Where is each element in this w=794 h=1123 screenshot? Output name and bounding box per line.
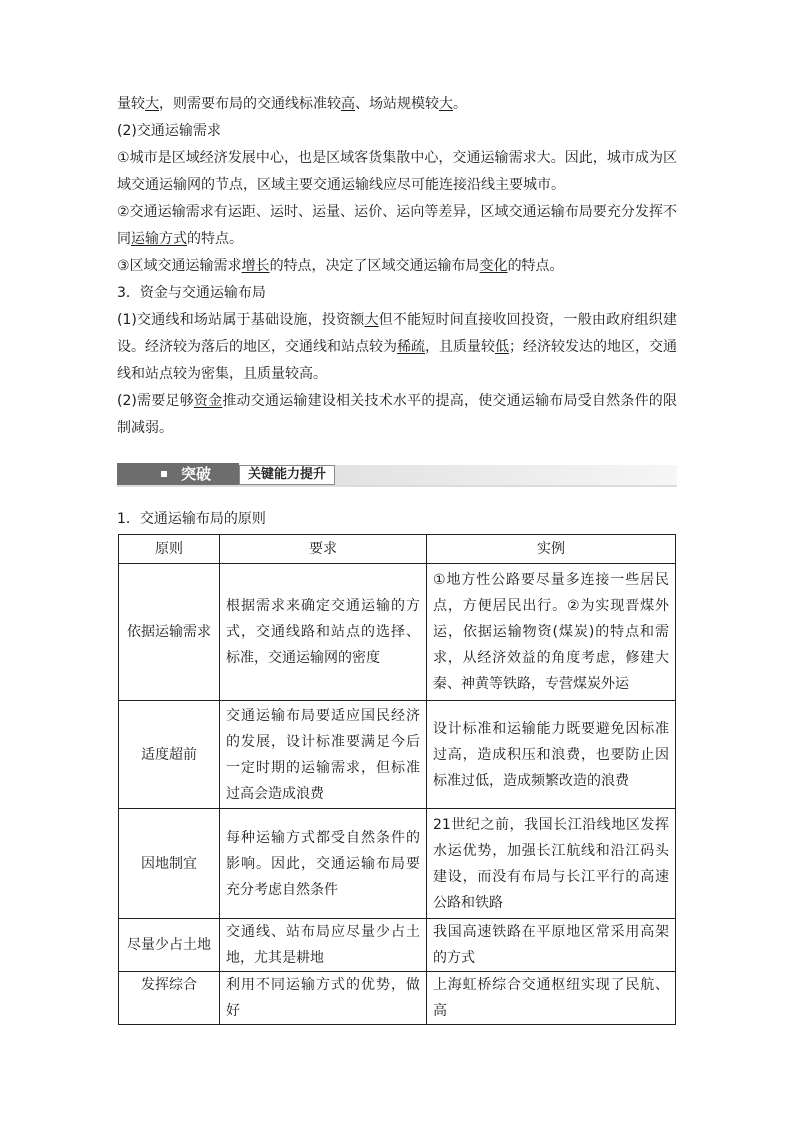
- requirement-cell: 交通线、站布局应尽量少占土地，尤其是耕地: [220, 919, 427, 972]
- paragraph: 量较大，则需要布局的交通线标准较高、场站规模较大。: [117, 96, 467, 112]
- section-heading: 1．交通运输布局的原则: [117, 511, 266, 527]
- table-row: [119, 564, 676, 701]
- banner-title: 突破: [181, 465, 212, 483]
- paragraph: ②交通运输需求有运距、运时、运量、运价、运向等差异，区域交通运输布局要充分发挥不同运输方式的特点。: [117, 204, 677, 247]
- table-row: [119, 972, 676, 1025]
- section-banner: [117, 461, 677, 487]
- paragraph: ①城市是区域经济发展中心，也是区域客货集散中心，交通运输需求大。因此，城市成为区域交通运输网的节点，区域主要交通运输线应尽可能连接沿线主要城市。: [117, 150, 677, 193]
- column-header: 要求: [220, 535, 427, 564]
- principle-cell: 尽量少占土地: [119, 919, 220, 972]
- example-cell: 设计标准和运输能力既要避免因标准过高，造成积压和浪费，也要防止因标准过低，造成频繁改造的浪费: [427, 701, 676, 809]
- example-cell: 我国高速铁路在平原地区常采用高架的方式: [427, 919, 676, 972]
- example-cell: ①地方性公路要尽量多连接一些居民点，方便居民出行。②为实现晋煤外运，依据运输物资(煤炭)的特点和需求，从经济效益的角度考虑，修建大秦、神黄等铁路，专营煤炭外运: [427, 564, 676, 701]
- principle-cell: 适度超前: [119, 701, 220, 809]
- table-header-row: [119, 535, 676, 564]
- banner-label-block: [117, 463, 239, 485]
- principle-cell: 发挥综合: [119, 972, 220, 1025]
- principle-cell: 因地制宜: [119, 809, 220, 919]
- table-row: [119, 919, 676, 972]
- paragraph: ③区域交通运输需求增长的特点，决定了区域交通运输布局变化的特点。: [117, 258, 564, 274]
- requirement-cell: 每种运输方式都受自然条件的影响。因此，交通运输布局要充分考虑自然条件: [220, 809, 427, 919]
- example-cell: 上海虹桥综合交通枢纽实现了民航、高: [427, 972, 676, 1025]
- square-bullet-icon: [161, 471, 167, 477]
- banner-subtitle: 关键能力提升: [239, 465, 335, 485]
- column-header: 实例: [427, 535, 676, 564]
- subheading: 3．资金与交通运输布局: [117, 285, 266, 301]
- principle-cell: 依据运输需求: [119, 564, 220, 701]
- example-cell: 21世纪之前，我国长江沿线地区发挥水运优势，加强长江航线和沿江码头建设，而没有布局与长江平行的高速公路和铁路: [427, 809, 676, 919]
- divider: [117, 485, 677, 487]
- table-row: [119, 701, 676, 809]
- principles-table: [118, 534, 676, 1025]
- paragraph: (1)交通线和场站属于基础设施，投资额大但不能短时间直接收回投资，一般由政府组织建设。经济较为落后的地区，交通线和站点较为稀疏，且质量较低；经济较发达的地区，交通线和站点较为密集，且质量较高。: [117, 312, 677, 382]
- column-header: 原则: [119, 535, 220, 564]
- table-row: [119, 809, 676, 919]
- requirement-cell: 利用不同运输方式的优势，做好: [220, 972, 427, 1025]
- requirement-cell: 交通运输布局要适应国民经济的发展，设计标准要满足今后一定时期的运输需求，但标准过高会造成浪费: [220, 701, 427, 809]
- requirement-cell: 根据需求来确定交通运输的方式，交通线路和站点的选择、标准，交通运输网的密度: [220, 564, 427, 701]
- subheading: (2)交通运输需求: [117, 123, 221, 139]
- paragraph: (2)需要足够资金推动交通运输建设相关技术水平的提高，使交通运输布局受自然条件的限制减弱。: [117, 393, 677, 436]
- intro-text: [117, 91, 677, 442]
